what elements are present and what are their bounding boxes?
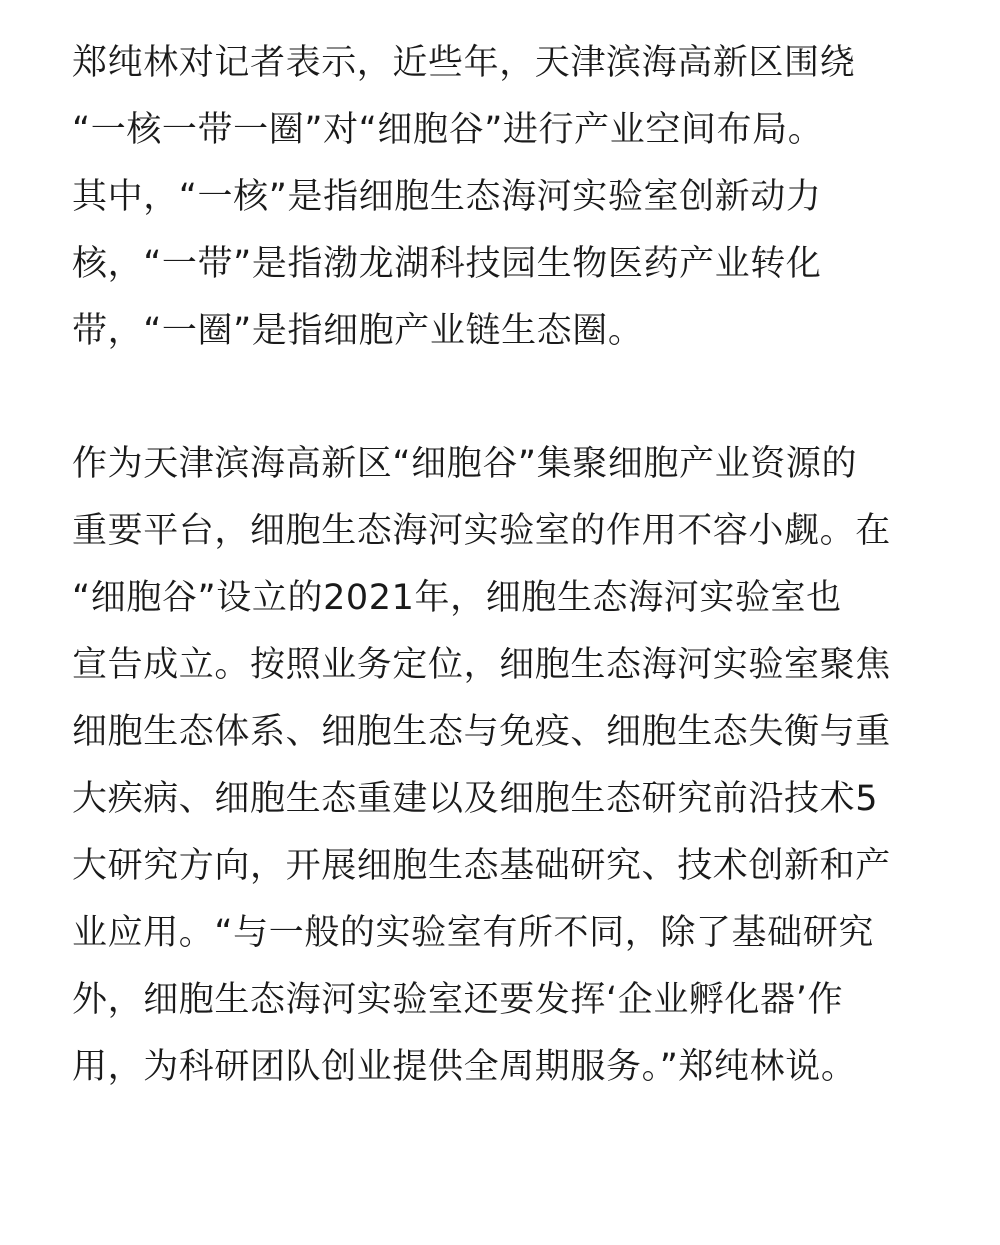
text-line: “一核一带一圈”对“细胞谷”进行产业空间布局。 xyxy=(72,110,824,150)
text-line: 细胞生态体系、细胞生态与免疫、细胞生态失衡与重 xyxy=(72,712,891,752)
text-line: 外，细胞生态海河实验室还要发挥‘企业孵化器’作 xyxy=(72,980,844,1020)
text-line: 核，“一带”是指渤龙湖科技园生物医药产业转化 xyxy=(72,244,822,284)
text-line: “细胞谷”设立的2021年，细胞生态海河实验室也 xyxy=(72,578,842,618)
text-line: 其中，“一核”是指细胞生态海河实验室创新动力 xyxy=(72,177,822,217)
text-line: 业应用。“与一般的实验室有所不同，除了基础研究 xyxy=(72,913,874,953)
text-line: 用，为科研团队创业提供全周期服务。”郑纯林说。 xyxy=(72,1047,857,1087)
text-line: 作为天津滨海高新区“细胞谷”集聚细胞产业资源的 xyxy=(72,444,858,484)
text-line: 带，“一圈”是指细胞产业链生态圈。 xyxy=(72,311,644,351)
text-line: 宣告成立。按照业务定位，细胞生态海河实验室聚焦 xyxy=(72,645,891,685)
text-line: 大疾病、细胞生态重建以及细胞生态研究前沿技术5 xyxy=(72,779,879,819)
text-line: 大研究方向，开展细胞生态基础研究、技术创新和产 xyxy=(72,846,891,886)
text-line: 郑纯林对记者表示，近些年，天津滨海高新区围绕 xyxy=(72,43,856,83)
article-body xyxy=(72,30,952,1101)
paragraph-2 xyxy=(72,431,952,1101)
paragraph-1 xyxy=(72,30,952,365)
paragraph-spacer xyxy=(72,365,952,431)
text-line: 重要平台，细胞生态海河实验室的作用不容小觑。在 xyxy=(72,511,891,551)
